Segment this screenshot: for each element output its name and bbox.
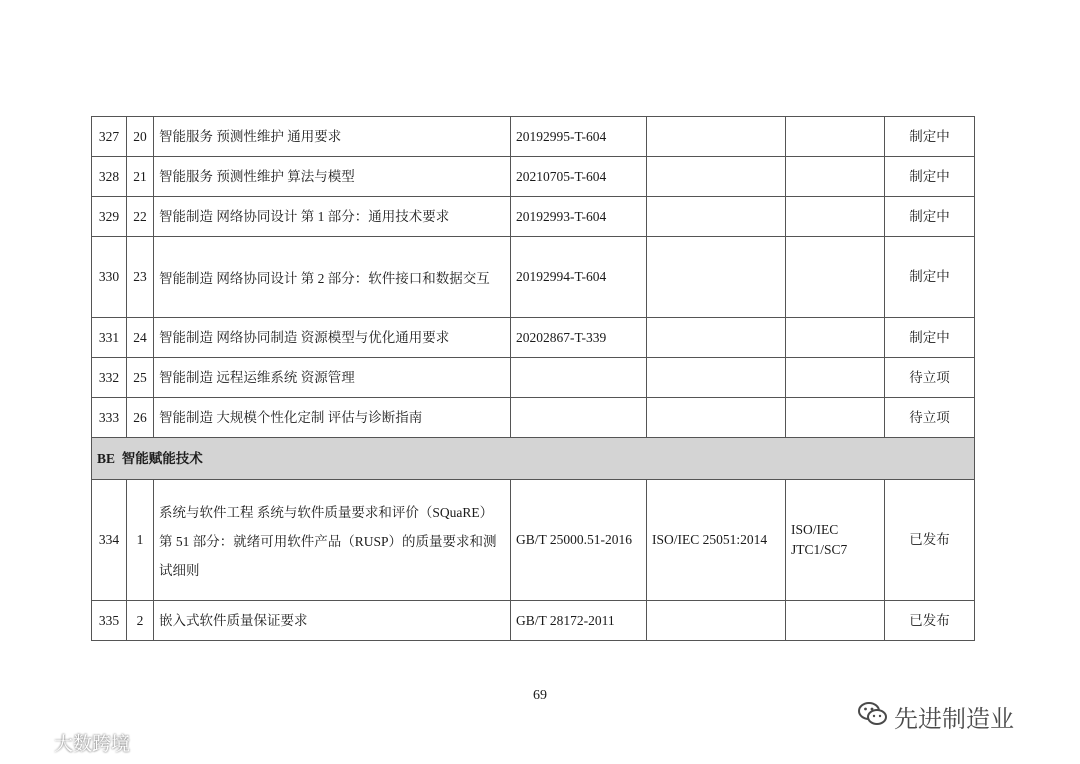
row-number: 332 bbox=[92, 358, 127, 398]
organization bbox=[786, 398, 885, 438]
standard-name: 智能服务 预测性维护 算法与模型 bbox=[154, 157, 511, 197]
status: 已发布 bbox=[885, 480, 975, 601]
row-sub-number: 26 bbox=[127, 398, 154, 438]
standard-name: 智能制造 远程运维系统 资源管理 bbox=[154, 358, 511, 398]
standard-name bbox=[154, 480, 511, 601]
row-number: 327 bbox=[92, 117, 127, 157]
plan-code bbox=[511, 398, 647, 438]
row-number: 333 bbox=[92, 398, 127, 438]
wechat-icon bbox=[858, 701, 888, 733]
standard-name: 智能制造 大规模个性化定制 评估与诊断指南 bbox=[154, 398, 511, 438]
organization bbox=[786, 358, 885, 398]
row-sub-number: 24 bbox=[127, 318, 154, 358]
intl-standard bbox=[647, 398, 786, 438]
status: 制定中 bbox=[885, 237, 975, 318]
plan-code: 20192993-T-604 bbox=[511, 197, 647, 237]
organization: ISO/IEC JTC1/SC7 bbox=[786, 480, 885, 601]
row-sub-number: 25 bbox=[127, 358, 154, 398]
organization bbox=[786, 318, 885, 358]
status: 制定中 bbox=[885, 117, 975, 157]
watermark-left bbox=[10, 728, 130, 757]
plan-code bbox=[511, 358, 647, 398]
plan-code: 20202867-T-339 bbox=[511, 318, 647, 358]
row-sub-number: 20 bbox=[127, 117, 154, 157]
organization bbox=[786, 197, 885, 237]
table-row bbox=[92, 318, 975, 358]
row-number: 330 bbox=[92, 237, 127, 318]
organization bbox=[786, 601, 885, 641]
row-sub-number: 2 bbox=[127, 601, 154, 641]
organization bbox=[786, 237, 885, 318]
watermark-right-text: 先进制造业 bbox=[894, 705, 1014, 733]
standard-name: 智能服务 预测性维护 通用要求 bbox=[154, 117, 511, 157]
intl-standard bbox=[647, 358, 786, 398]
standard-name bbox=[154, 237, 511, 318]
logo-swirl-icon bbox=[10, 728, 50, 757]
intl-standard: ISO/IEC 25051:2014 bbox=[647, 480, 786, 601]
table-row bbox=[92, 398, 975, 438]
row-number: 334 bbox=[92, 480, 127, 601]
organization bbox=[786, 157, 885, 197]
section-code: BE bbox=[97, 450, 116, 466]
intl-standard bbox=[647, 601, 786, 641]
section-header bbox=[92, 438, 975, 480]
intl-standard bbox=[647, 157, 786, 197]
page-number: 69 bbox=[533, 688, 547, 703]
intl-standard bbox=[647, 237, 786, 318]
status: 已发布 bbox=[885, 601, 975, 641]
intl-standard bbox=[647, 318, 786, 358]
plan-code: 20192995-T-604 bbox=[511, 117, 647, 157]
table-row bbox=[92, 480, 975, 601]
organization bbox=[786, 117, 885, 157]
row-number: 335 bbox=[92, 601, 127, 641]
row-number: 329 bbox=[92, 197, 127, 237]
plan-code: 20210705-T-604 bbox=[511, 157, 647, 197]
table-row bbox=[92, 601, 975, 641]
status: 待立项 bbox=[885, 398, 975, 438]
table-row bbox=[92, 358, 975, 398]
table-row bbox=[92, 237, 975, 318]
section-title: 智能赋能技术 bbox=[121, 450, 203, 466]
table-row bbox=[92, 197, 975, 237]
table-row bbox=[92, 157, 975, 197]
standard-name: 智能制造 网络协同设计 第 1 部分：通用技术要求 bbox=[154, 197, 511, 237]
standard-name-text: 智能制造 网络协同设计 第 2 部分：软件接口和数据交互 bbox=[159, 270, 490, 286]
intl-standard bbox=[647, 117, 786, 157]
status: 制定中 bbox=[885, 197, 975, 237]
standards-table bbox=[91, 116, 975, 641]
plan-code: GB/T 25000.51-2016 bbox=[511, 480, 647, 601]
row-number: 328 bbox=[92, 157, 127, 197]
standard-name: 嵌入式软件质量保证要求 bbox=[154, 601, 511, 641]
standard-name: 智能制造 网络协同制造 资源模型与优化通用要求 bbox=[154, 318, 511, 358]
table-row bbox=[92, 117, 975, 157]
plan-code: 20192994-T-604 bbox=[511, 237, 647, 318]
row-number: 331 bbox=[92, 318, 127, 358]
row-sub-number: 23 bbox=[127, 237, 154, 318]
status: 待立项 bbox=[885, 358, 975, 398]
row-sub-number: 22 bbox=[127, 197, 154, 237]
plan-code: GB/T 28172-2011 bbox=[511, 601, 647, 641]
standard-name-text: 系统与软件工程 系统与软件质量要求和评价（SQuaRE）第 51 部分：就绪可用软件产品（RUSP）的质量要求和测试细则 bbox=[159, 504, 497, 578]
status: 制定中 bbox=[885, 318, 975, 358]
watermark-left-text: 大数跨境 bbox=[54, 733, 131, 755]
section-header-row bbox=[92, 438, 975, 480]
row-sub-number: 1 bbox=[127, 480, 154, 601]
watermark-right bbox=[858, 699, 1014, 734]
intl-standard bbox=[647, 197, 786, 237]
status: 制定中 bbox=[885, 157, 975, 197]
row-sub-number: 21 bbox=[127, 157, 154, 197]
